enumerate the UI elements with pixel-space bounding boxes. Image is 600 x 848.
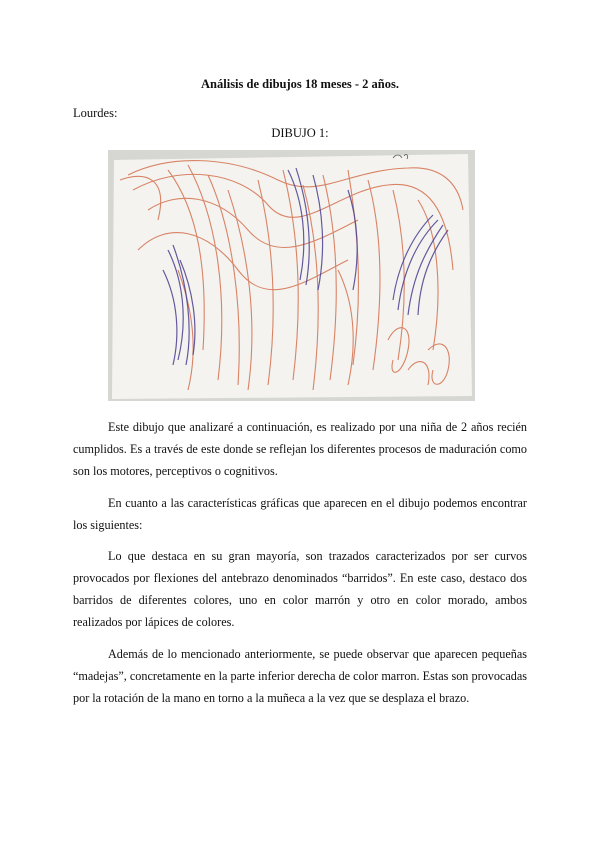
figure-caption: DIBUJO 1: [271,126,329,140]
paragraph-1: Este dibujo que analizaré a continuación, es realizado por una niña de 2 años recién cumplidos. Es a través de este donde se reflejan los diferentes procesos de maduración como son los motores, perceptivos o cognitivos. [73,420,527,478]
drawing-photo [108,150,475,401]
child-drawing-image [108,150,475,401]
paragraph-3: Lo que destaca en su gran mayoría, son trazados caracterizados por ser curvos provocados por flexiones del antebrazo denominados “barridos”. En este caso, destaco dos barridos de diferentes colores, uno en color marrón y otro en color morado, ambos realizados por lápices de colores. [73,549,527,629]
author-label: Lourdes: [73,106,118,120]
document-title: Análisis de dibujos 18 meses - 2 años. [201,77,399,91]
paragraph-4: Además de lo mencionado anteriormente, se puede observar que aparecen pequeñas “madejas”, concretamente en la parte inferior derecha de color marron. Estas son provocadas por la rotación de la mano en torno a la muñeca a la vez que se desplaza el brazo. [73,647,527,705]
paragraph-2: En cuanto a las características gráficas que aparecen en el dibujo podemos encontrar los siguientes: [73,496,527,532]
